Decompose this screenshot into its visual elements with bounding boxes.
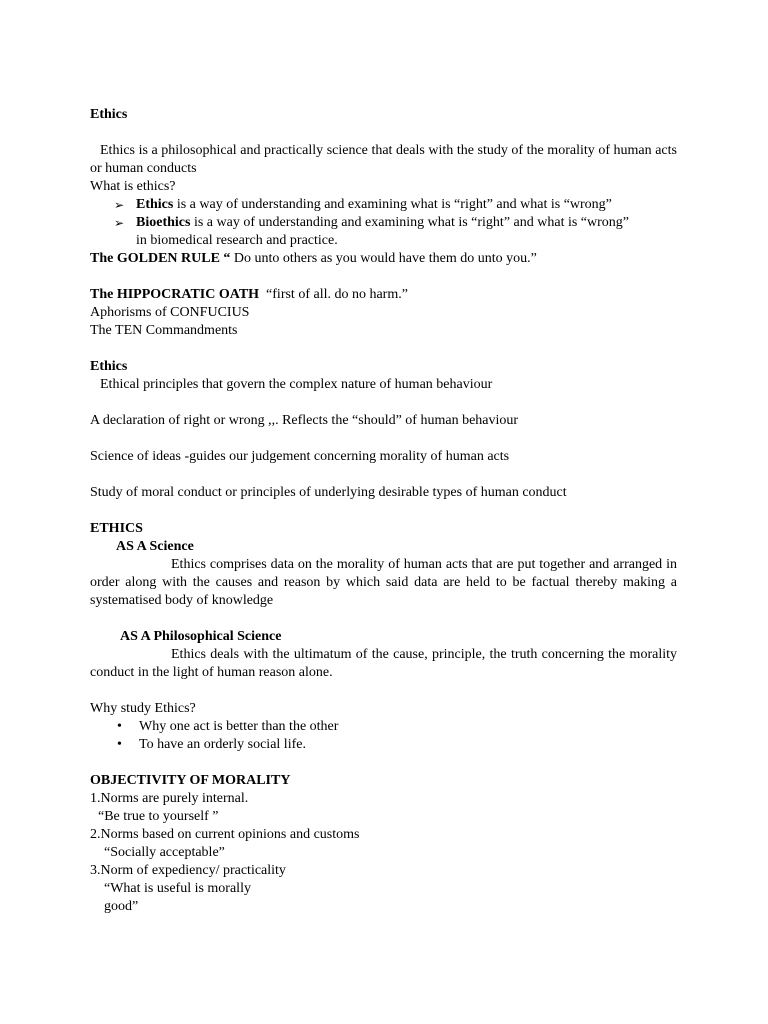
ethical-principles: Ethical principles that govern the complex nature of human behaviour [100,377,493,392]
bullet-icon: • [117,719,122,734]
intro-paragraph: Ethics is a philosophical and practically science that deals with the study of the morality of human acts or human conducts [90,143,677,176]
why-study-ethics: Why study Ethics? [90,701,196,716]
heading-ethics-caps: ETHICS [90,521,143,536]
norm-2-quote: “Socially acceptable” [104,845,225,860]
arrow-bullet-icon: ➢ [114,216,125,230]
list-item: • To have an orderly social life. [117,737,306,752]
list-item: • Why one act is better than the other [117,719,339,734]
hippocratic-oath: The HIPPOCRATIC OATH “first of all. do no harm.” [90,287,408,302]
what-is-ethics: What is ethics? [90,179,176,194]
study-of-moral-conduct: Study of moral conduct or principles of underlying desirable types of human conduct [90,485,567,500]
aphorisms-confucius: Aphorisms of CONFUCIUS [90,305,250,320]
document-body [90,106,677,916]
golden-rule: The GOLDEN RULE “ Do unto others as you would have them do unto you.” [90,251,537,266]
subheading-as-a-philosophical-science: AS A Philosophical Science [120,629,282,644]
norm-1-quote: “Be true to yourself ” [98,809,219,824]
definition-bioethics: ➢ Bioethics is a way of understanding and examining what is “right” and what is “wrong” [114,215,630,230]
norm-3: 3.Norm of expediency/ practicality [90,863,286,878]
heading-ethics-2: Ethics [90,359,128,374]
arrow-bullet-icon: ➢ [114,198,125,212]
declaration-line: A declaration of right or wrong ,,. Reflects the “should” of human behaviour [90,413,519,428]
as-a-philosophical-science-paragraph: Ethics deals with the ultimatum of the cause, principle, the truth concerning the morality conduct in the light of human reason alone. [90,647,677,680]
subheading-as-a-science: AS A Science [116,539,194,554]
heading-ethics: Ethics [90,107,128,122]
bullet-icon: • [117,737,122,752]
norm-2: 2.Norms based on current opinions and customs [90,827,360,842]
definition-ethics: ➢ Ethics is a way of understanding and examining what is “right” and what is “wrong” [114,197,612,212]
norm-3-quote-continued: good” [104,899,139,914]
norm-3-quote: “What is useful is morally [104,881,251,896]
science-of-ideas: Science of ideas -guides our judgement concerning morality of human acts [90,449,510,464]
definition-bioethics-continued: in biomedical research and practice. [136,233,338,248]
ten-commandments: The TEN Commandments [90,323,238,338]
norm-1: 1.Norms are purely internal. [90,791,249,806]
heading-objectivity-of-morality: OBJECTIVITY OF MORALITY [90,773,291,788]
as-a-science-paragraph: Ethics comprises data on the morality of human acts that are put together and arranged in order along with the causes and reason by which said data are held to be factual thereby making a systematised body of knowledge [90,557,677,608]
